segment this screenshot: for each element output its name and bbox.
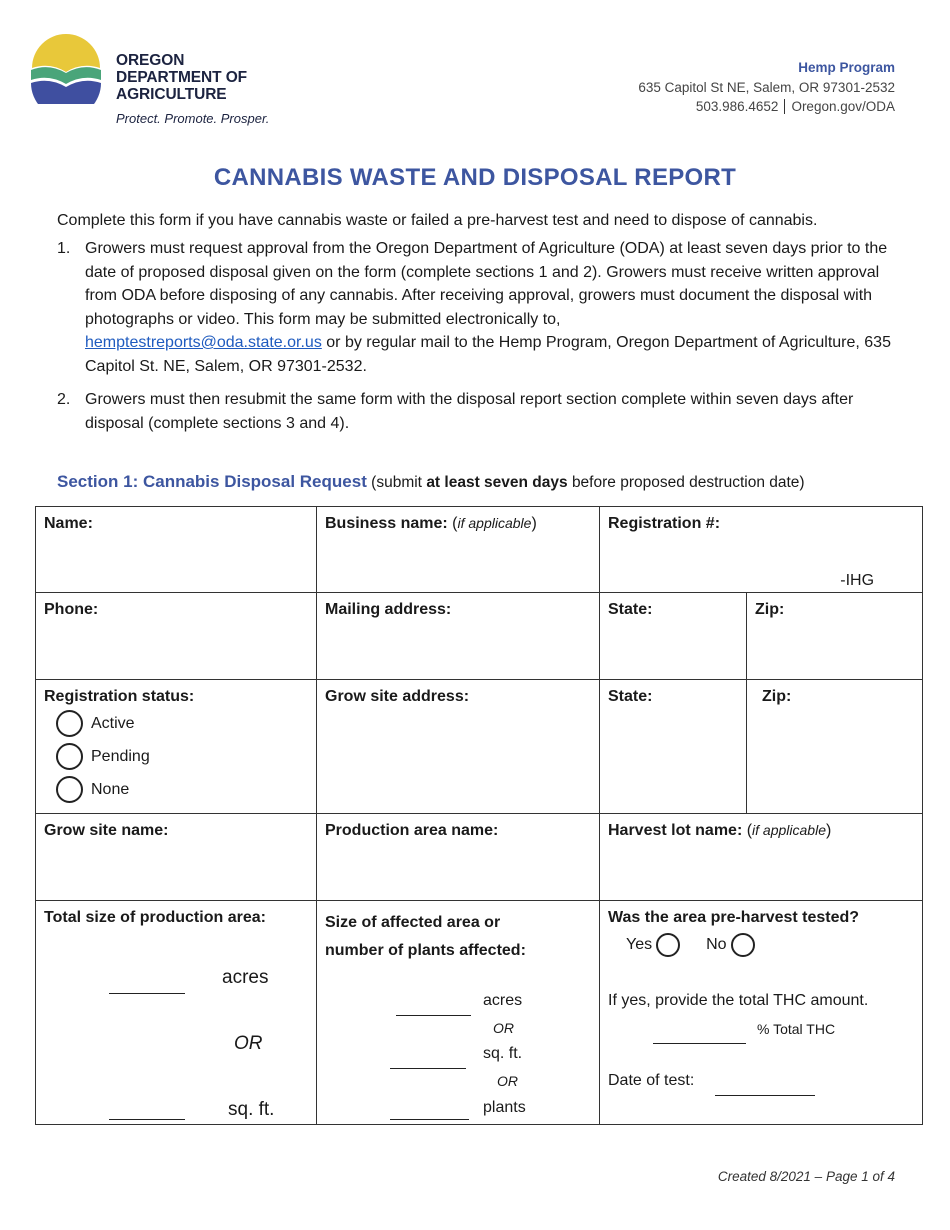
instruction-number: 2. (57, 391, 71, 408)
disposal-request-form (35, 506, 923, 1125)
affected-acres-input[interactable] (396, 1015, 471, 1016)
email-link[interactable]: hemptestreports@oda.state.or.us (85, 334, 322, 351)
section-1-title: Section 1: Cannabis Disposal Request (57, 472, 367, 491)
affected-acres-unit: acres (483, 992, 523, 1009)
logo-line-2: DEPARTMENT OF (116, 69, 248, 86)
total-or-label: OR (234, 1033, 263, 1054)
harvest-lot-label: Harvest lot name: (608, 822, 743, 839)
contact-divider (784, 99, 785, 114)
total-acres-unit: acres (222, 967, 269, 988)
business-open-paren: ( (452, 515, 458, 532)
radio-circle-icon[interactable] (56, 776, 83, 803)
radio-yes-icon[interactable] (656, 933, 680, 957)
mailing-address-field[interactable] (317, 593, 600, 680)
instruction-text: Growers must then resubmit the same form with the disposal report section complete within seven days after disposal (complete sections 3 and 4). (85, 391, 854, 432)
section-1-note-post: before proposed destruction date) (571, 474, 805, 491)
affected-area-field (317, 901, 600, 1125)
mailing-zip-field[interactable] (747, 593, 923, 680)
total-size-field (36, 901, 317, 1125)
business-if-applicable: if applicable (457, 515, 532, 531)
total-acres-input[interactable] (109, 993, 185, 994)
total-sqft-unit: sq. ft. (228, 1099, 275, 1120)
grow-site-address-label: Grow site address: (325, 688, 470, 705)
harvest-open-paren: ( (746, 822, 753, 839)
grow-site-zip-field[interactable] (747, 680, 923, 814)
radio-circle-icon[interactable] (56, 743, 83, 770)
business-close-paren: ) (531, 515, 537, 532)
total-sqft-input[interactable] (109, 1119, 185, 1120)
radio-none-label: None (91, 780, 130, 798)
logo-wordmark (116, 52, 247, 103)
option-no-label: No (706, 936, 727, 953)
phone-label: Phone: (44, 601, 99, 618)
contact-line (638, 97, 895, 117)
pre-harvest-label: Was the area pre-harvest tested? (608, 909, 860, 926)
mailing-state-field[interactable] (600, 593, 747, 680)
grow-site-state-field[interactable] (600, 680, 747, 814)
contact-block (638, 58, 895, 117)
contact-website[interactable]: Oregon.gov/ODA (791, 99, 895, 114)
name-label: Name: (44, 515, 93, 532)
mailing-zip-label: Zip: (755, 601, 785, 618)
registration-status-label: Registration status: (44, 688, 195, 705)
pre-harvest-test-field (600, 901, 923, 1125)
logo-line-3: AGRICULTURE (116, 86, 227, 103)
harvest-lot-field[interactable] (600, 814, 923, 901)
radio-no-icon[interactable] (731, 933, 755, 957)
affected-sqft-input[interactable] (390, 1068, 466, 1069)
name-field[interactable] (36, 507, 317, 593)
instruction-item (57, 237, 907, 378)
grow-site-state-label: State: (608, 688, 653, 705)
registration-suffix: -IHG (840, 572, 875, 589)
radio-active[interactable] (44, 708, 308, 739)
instruction-text-cont: or by regular mail to the Hemp Program, Oregon Department of Agriculture, 635 Capitol St. NE, Salem, OR 97301-2532. (85, 334, 891, 375)
total-size-label: Total size of production area: (44, 909, 266, 926)
section-1-note-pre: (submit (371, 474, 422, 491)
radio-circle-icon[interactable] (56, 710, 83, 737)
radio-active-label: Active (91, 714, 135, 732)
instruction-text: Growers must request approval from the Oregon Department of Agriculture (ODA) at least seven days prior to the date of proposed disposal given on the form (complete sections 1 and 2). Growers must receive written approval from ODA before disposing of any cannabis. After receiving approval, growers must document the disposal with photographs or video. This form may be submitted electronically to, (85, 240, 888, 328)
production-area-name-field[interactable] (317, 814, 600, 901)
logo-line-1: OREGON (116, 52, 185, 69)
affected-sqft-unit: sq. ft. (483, 1045, 523, 1062)
affected-plants-unit: plants (483, 1099, 526, 1116)
logo-tagline: Protect. Promote. Prosper. (116, 111, 270, 126)
harvest-if-applicable: if applicable (752, 822, 826, 838)
page-footer: Created 8/2021 – Page 1 of 4 (717, 1169, 895, 1184)
grow-site-name-field[interactable] (36, 814, 317, 901)
program-name: Hemp Program (798, 60, 895, 75)
instruction-item (57, 388, 907, 435)
section-1-heading (57, 472, 805, 492)
oda-emblem-icon (30, 32, 102, 104)
grow-site-zip-label: Zip: (762, 688, 792, 705)
thc-unit: % Total THC (757, 1021, 836, 1037)
business-name-label: Business name: (325, 515, 448, 532)
phone-field[interactable] (36, 593, 317, 680)
business-name-field[interactable] (317, 507, 600, 593)
affected-plants-input[interactable] (390, 1119, 469, 1120)
radio-none[interactable] (44, 774, 308, 805)
grow-site-name-label: Grow site name: (44, 822, 169, 839)
affected-label-2: number of plants affected: (325, 942, 526, 959)
section-1-note-bold: at least seven days (426, 474, 568, 491)
registration-status-field (36, 680, 317, 814)
oda-logo (30, 32, 270, 132)
instruction-number: 1. (57, 240, 71, 257)
production-area-name-label: Production area name: (325, 822, 499, 839)
contact-phone: 503.986.4652 (695, 99, 779, 114)
radio-pending[interactable] (44, 741, 308, 772)
instructions-list (57, 237, 907, 445)
date-of-test-input[interactable] (715, 1095, 815, 1096)
affected-or-2: OR (497, 1073, 518, 1089)
registration-field[interactable] (600, 507, 923, 593)
mailing-address-label: Mailing address: (325, 601, 452, 618)
grow-site-address-field[interactable] (317, 680, 600, 814)
option-yes-label: Yes (626, 936, 653, 953)
registration-label: Registration #: (608, 515, 721, 532)
contact-address: 635 Capitol St NE, Salem, OR 97301-2532 (638, 79, 895, 95)
date-of-test-label: Date of test: (608, 1072, 695, 1089)
thc-input[interactable] (653, 1043, 746, 1044)
affected-label-1: Size of affected area or (325, 914, 501, 931)
thc-prompt: If yes, provide the total THC amount. (608, 992, 869, 1009)
intro-text: Complete this form if you have cannabis waste or failed a pre-harvest test and need to dispose of cannabis. (57, 212, 818, 229)
page-title: CANNABIS WASTE AND DISPOSAL REPORT (213, 164, 737, 191)
pre-harvest-options (608, 931, 914, 959)
affected-or-1: OR (493, 1020, 514, 1036)
radio-pending-label: Pending (91, 747, 150, 765)
harvest-close-paren: ) (825, 822, 832, 839)
mailing-state-label: State: (608, 601, 653, 618)
